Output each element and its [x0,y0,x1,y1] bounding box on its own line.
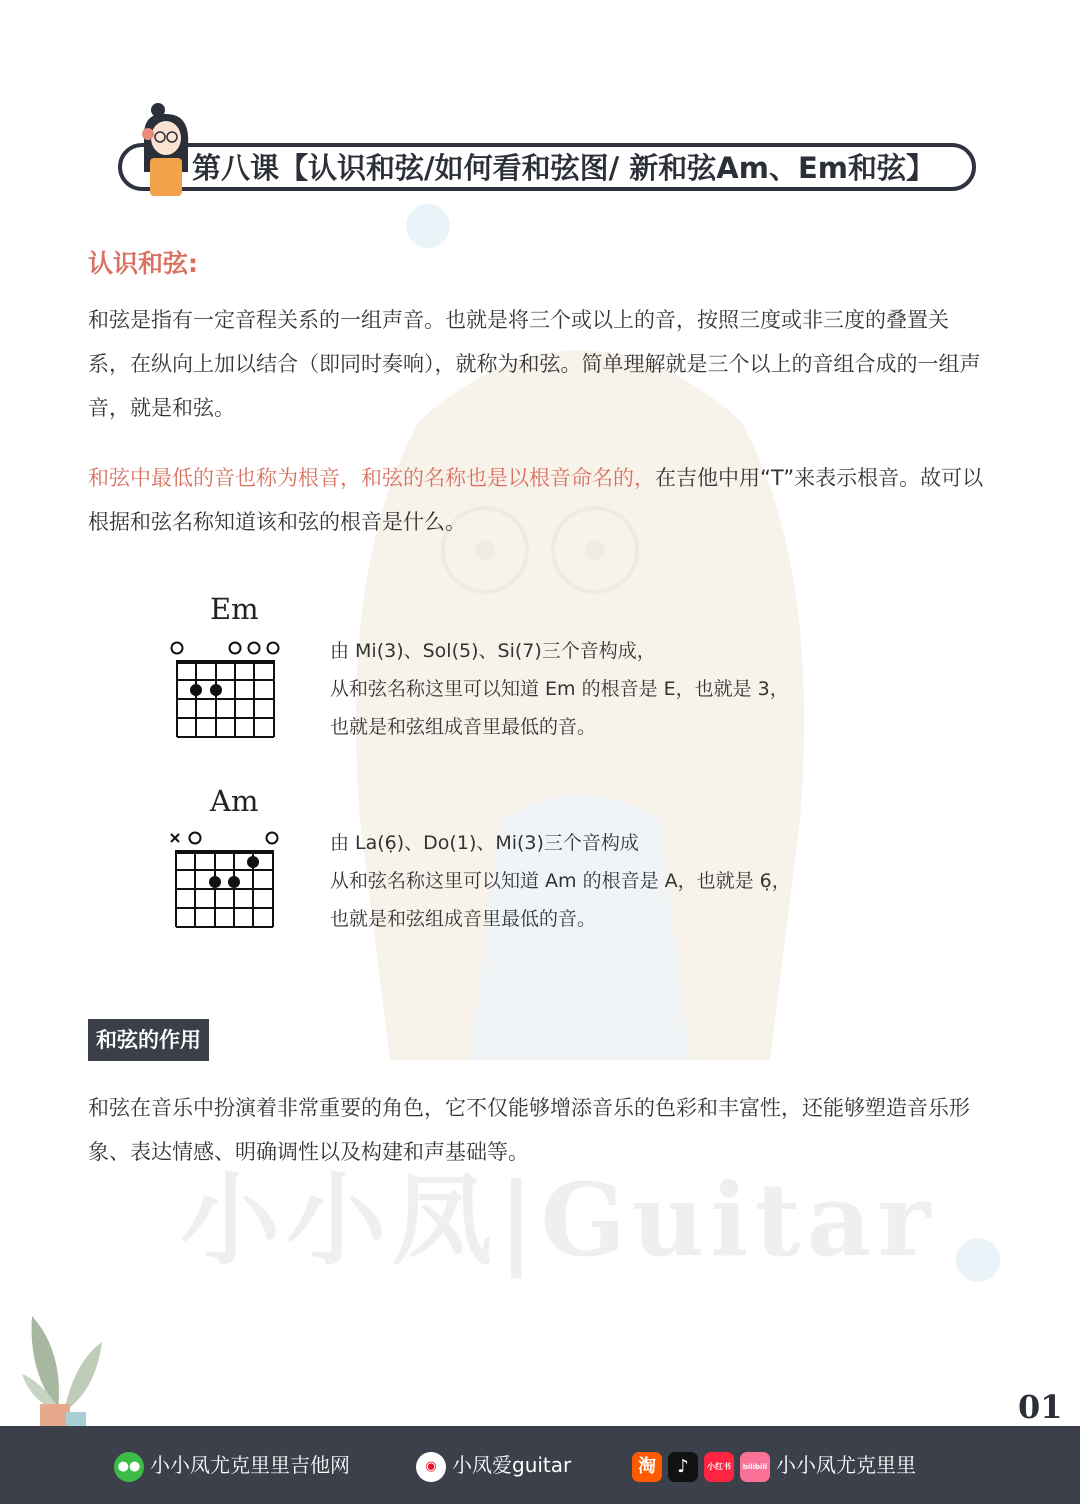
paragraph-intro: 和弦是指有一定音程关系的一组声音。也就是将三个或以上的音，按照三度或非三度的叠置关系，在纵向上加以结合（即同时奏响），就称为和弦。简单理解就是三个以上的音组合成的一组声音，就是和弦。 [88,308,981,420]
chord-desc-line: 也就是和弦组成音里最低的音。 [330,908,597,930]
plant-decoration-icon [18,1312,108,1440]
page-number: 01 [1018,1388,1063,1426]
chord-desc-am [330,824,791,938]
chord-diagram-em [166,638,284,742]
chord-desc-line: 从和弦名称这里可以知道 Em 的根音是 E，也就是 3， [330,678,789,700]
girl-avatar-icon [138,100,194,196]
paragraph-text: 在吉他中用“T”来表示根音。故可以根据和弦名称知道该和弦的根音是什么。 [88,466,984,534]
douyin-icon[interactable]: ♪ [668,1452,698,1482]
chord-diagram-am [166,828,284,932]
weibo-icon: ◉ [416,1452,446,1482]
xiaohongshu-icon[interactable]: 小红书 [704,1452,734,1482]
footer-weibo[interactable] [416,1426,571,1504]
paragraph-function: 和弦在音乐中扮演着非常重要的角色，它不仅能够增添音乐的色彩和丰富性，还能够塑造音乐形象、表达情感、明确调性以及构建和声基础等。 [88,1096,970,1164]
chord-desc-line: 从和弦名称这里可以知道 Am 的根音是 A，也就是 6̣， [330,870,791,892]
taobao-icon[interactable]: 淘 [632,1452,662,1482]
highlight-text: 和弦中最低的音也称为根音，和弦的名称也是以根音命名的， [88,466,655,490]
footer-others-label: 小小凤尤克里里 [776,1453,916,1477]
chord-name-am: Am [210,784,259,818]
chord-desc-line: 由 La(6̣)、Do(1)、Mi(3)三个音构成 [330,832,639,854]
decor-dot [956,1238,1000,1282]
footer-wechat[interactable] [114,1426,350,1504]
chord-desc-em [330,632,789,746]
page-title: 第八课【认识和弦/如何看和弦图/ 新和弦Am、Em和弦】 [192,151,935,185]
watermark: 小小凤|Guitar [180,1161,937,1279]
bilibili-icon[interactable]: bilibili [740,1452,770,1482]
section-badge: 和弦的作用 [88,1019,209,1061]
decor-dot [406,204,450,248]
chord-desc-line: 也就是和弦组成音里最低的音。 [330,716,597,738]
wechat-icon: ●● [114,1452,144,1482]
section-heading: 认识和弦: [88,249,198,278]
paragraph-root [88,456,988,544]
chord-name-em: Em [210,592,259,626]
footer-wechat-label: 小小凤尤克里里吉他网 [150,1453,350,1477]
footer-social-group [632,1426,916,1504]
footer-weibo-label: 小凤爱guitar [452,1453,572,1477]
chord-desc-line: 由 Mi(3)、Sol(5)、Si(7)三个音构成， [330,640,656,662]
